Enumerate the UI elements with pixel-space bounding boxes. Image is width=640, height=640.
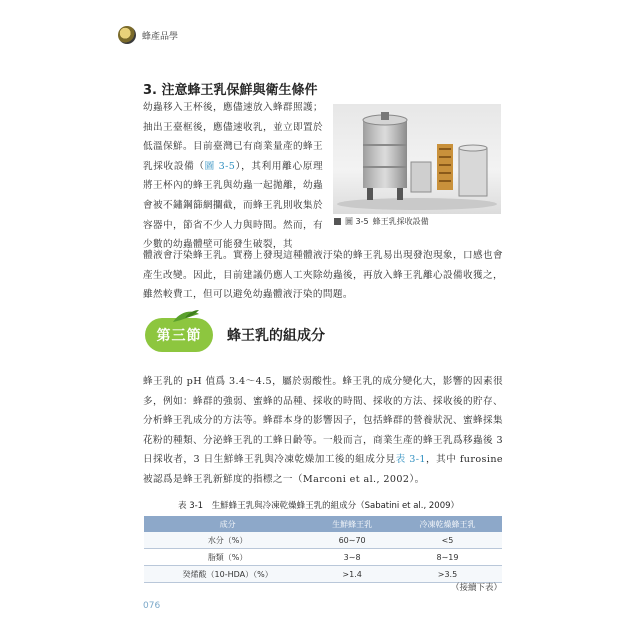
table-cell: <5 — [393, 532, 502, 549]
table-cell: >1.4 — [311, 566, 393, 583]
table-cell: 癸烯酸（10-HDA）（%） — [144, 566, 311, 583]
table-header-cell: 生鮮蜂王乳 — [311, 516, 393, 532]
figure-number: 圖 3-5 — [345, 217, 369, 226]
book-logo-icon — [118, 26, 136, 44]
table-cell: 60∼70 — [311, 532, 393, 549]
section-name: 蜂王乳的組成分 — [227, 328, 325, 344]
figure-caption-text: 蜂王乳採收設備 — [372, 217, 429, 226]
section-title — [145, 318, 325, 352]
table-header-cell: 冷凍乾燥蜂王乳 — [393, 516, 502, 532]
table-caption: 表 3-1 生鮮蜂王乳與冷凍乾燥蜂王乳的組成分（Sabatini et al., 2009） — [178, 501, 460, 511]
subsection-heading: 3. 注意蜂王乳保鮮與衛生條件 — [143, 83, 318, 98]
table-reference-link[interactable]: 表 3-1 — [395, 454, 426, 466]
table-cell: 8∼19 — [393, 549, 502, 566]
table-cell: 3∼8 — [311, 549, 393, 566]
paragraph-1-text-a: 幼蟲移入王杯後，應儘速放入蜂群照護；抽出王臺框後，應儘速收乳，並立即置於低溫保鮮。目前臺灣已有商業量產的蜂王乳採收設備（ — [143, 102, 323, 172]
paragraph-2: 體液會汙染蜂王乳。實務上發現這種體液汙染的蜂王乳易出現發泡現象，口感也會產生改變。因此，目前建議仍應人工夾除幼蟲後，再放入蜂王乳離心設備收獲之，雖然較費工，但可以避免幼蟲體液汙染的問題。 — [143, 250, 503, 301]
caption-square-icon — [334, 218, 341, 225]
book-title: 蜂產品學 — [142, 31, 179, 42]
table-row — [144, 532, 502, 549]
figure-reference-link[interactable]: 圖 3-5 — [204, 160, 236, 172]
table-cell: >3.5 — [393, 566, 502, 583]
figure-caption — [334, 216, 429, 227]
page-number: 076 — [143, 601, 161, 611]
leaf-icon — [171, 308, 201, 324]
section-badge-label: 第三節 — [156, 328, 202, 344]
page-header — [118, 26, 178, 44]
table-continued-note: （接續下表） — [451, 583, 503, 593]
table-cell: 水分（%） — [144, 532, 311, 549]
paragraph-3-text-a: 蜂王乳的 pH 值爲 3.4～4.5，屬於弱酸性。蜂王乳的成分變化大，影響的因素很多，例如：蜂群的強弱、蜜蜂的品種、採收的時間、採收的方法、採收後的貯存、分析蜂王乳成分的方法等。蜂群本身的影響因子，包括蜂群的營養狀況、蜜蜂採集花粉的種類、分泌蜂王乳的工蜂日齡等。一般而言，商業生產的蜂王乳爲移蟲後 3 日採收者，3 日生鮮蜂王乳與冷凍乾燥加工後的組成分見 — [143, 376, 503, 466]
composition-table — [144, 516, 502, 583]
figure-image — [333, 104, 501, 214]
table-header-cell: 成分 — [144, 516, 311, 532]
table-row — [144, 566, 502, 583]
table-header-row — [144, 516, 502, 532]
paragraph-1-text-b: ），其利用離心原理將王杯內的蜂王乳與幼蟲一起拋離，幼蟲會被不鏽鋼篩網攔截，而蜂王乳則收集於容器中，節省不少人力與時間。然而，有少數的幼蟲體壁可能發生破裂，其 — [143, 160, 323, 251]
royal-jelly-centrifuge-illustration — [333, 104, 501, 214]
paragraph-1 — [143, 98, 323, 255]
table-row — [144, 549, 502, 566]
section-badge — [145, 318, 213, 352]
paragraph-3-text-b: ，其中 furosine 被認爲是蜂王乳新鮮度的指標之一（Marconi et al., 2002）。 — [143, 454, 503, 485]
paragraph-3 — [143, 372, 503, 490]
table-cell: 脂類（%） — [144, 549, 311, 566]
